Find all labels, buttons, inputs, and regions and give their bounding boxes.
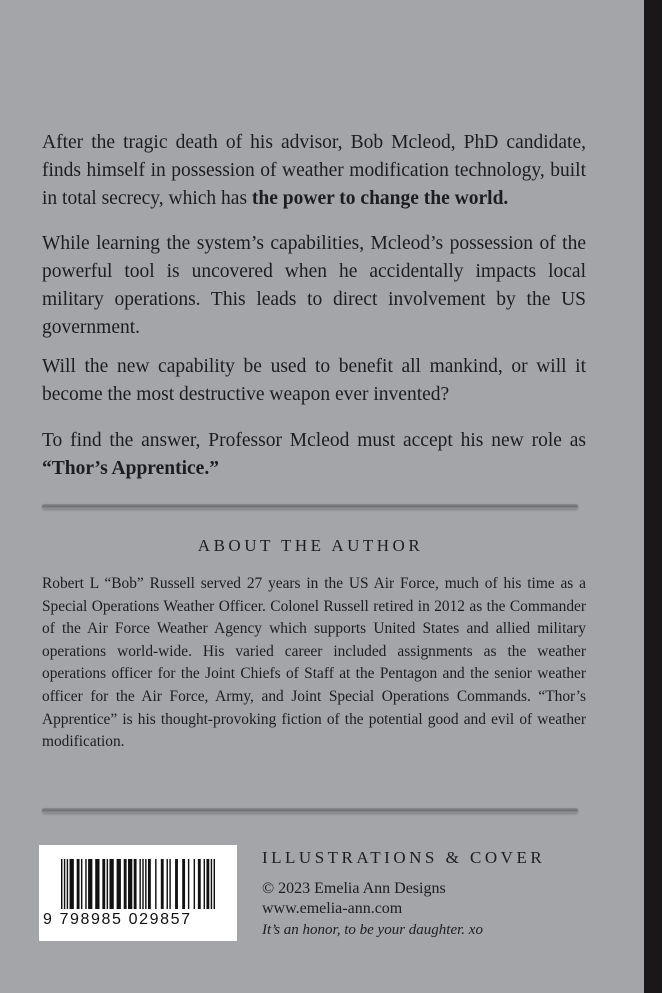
barcode-bar xyxy=(211,859,212,909)
barcode-bar xyxy=(102,859,105,909)
barcode-bar xyxy=(128,859,132,909)
barcode-bar xyxy=(95,859,99,909)
barcode-bar xyxy=(81,859,82,909)
isbn-barcode xyxy=(39,845,237,941)
barcode-bar xyxy=(182,859,185,909)
barcode-bar xyxy=(70,859,74,909)
blurb-paragraph-4 xyxy=(42,427,586,483)
section-divider-top xyxy=(42,504,578,509)
barcode-bar xyxy=(145,859,146,909)
barcode-bar xyxy=(204,859,205,909)
blurb-paragraph-1-emphasis: the power to change the world. xyxy=(251,188,509,209)
credits-dedication: It’s an honor, to be your daughter. xo xyxy=(262,922,483,938)
barcode-bar xyxy=(117,859,121,909)
barcode-bar xyxy=(206,859,209,909)
barcode-bars xyxy=(61,859,215,909)
barcode-bar xyxy=(142,859,143,909)
blurb-paragraph-1-text: After the tragic death of his advisor, Bob Mcleod, PhD candidate, finds himself in possession of weather modification technology, built in total secrecy, which has xyxy=(42,132,586,209)
barcode-bar xyxy=(155,859,156,909)
barcode-bar xyxy=(161,859,164,909)
barcode-bar xyxy=(77,859,80,909)
barcode-bar xyxy=(67,859,68,909)
barcode-bar xyxy=(167,859,168,909)
barcode-bar xyxy=(198,859,201,909)
credits-copyright: © 2023 Emelia Ann Designs xyxy=(262,880,446,897)
barcode-bar xyxy=(188,859,189,909)
barcode-bar xyxy=(134,859,137,909)
book-title-emphasis: “Thor’s Apprentice.” xyxy=(42,458,219,479)
barcode-bar xyxy=(61,859,62,909)
barcode-bar xyxy=(109,859,113,909)
author-bio: Robert L “Bob” Russell served 27 years in the US Air Force, much of his time as a Special Operations Weather Officer. Colonel Russell retired in 2012 as the Commander of the Air Force Weather Agency which supports United States and allied military operations world-wide. His varied career included assignments as the weather operations officer for the Joint Chiefs of Staff at the Pentagon and the senior weather officer for the Air Force, Army, and Joint Special Operations Commands. “Thor’s Apprentice” is his thought-provoking fiction of the potential good and evil of weather modification. xyxy=(42,575,586,751)
credits-website: www.emelia-ann.com xyxy=(262,900,403,917)
isbn-digits: 9 798985 029857 xyxy=(43,911,192,928)
barcode-bar xyxy=(139,859,140,909)
barcode-bar xyxy=(169,859,170,909)
barcode-bar xyxy=(64,859,65,909)
blurb-paragraph-1 xyxy=(42,129,586,213)
barcode-bar xyxy=(124,859,127,909)
barcode-bar xyxy=(175,859,178,909)
blurb-paragraph-2: While learning the system’s capabilities, Mcleod’s possession of the powerful tool is uncovered when he accidentally impacts local military operations. This leads to direct involvement by the US government. xyxy=(42,233,586,338)
credits-heading: ILLUSTRATIONS & COVER xyxy=(262,848,546,867)
blurb-paragraph-3: Will the new capability be used to benefit all mankind, or will it become the most destructive weapon ever invented? xyxy=(42,356,586,405)
blurb-paragraph-4-text: To find the answer, Professor Mcleod must accept his new role as xyxy=(42,430,586,451)
barcode-bar xyxy=(148,859,151,909)
section-divider-bottom xyxy=(42,808,578,813)
barcode-bar xyxy=(214,859,215,909)
barcode-bar xyxy=(88,859,92,909)
about-author-heading: ABOUT THE AUTHOR xyxy=(197,536,424,555)
barcode-bar xyxy=(85,859,86,909)
book-spine-edge xyxy=(644,0,662,993)
barcode-bar xyxy=(194,859,195,909)
barcode-bar xyxy=(107,859,108,909)
